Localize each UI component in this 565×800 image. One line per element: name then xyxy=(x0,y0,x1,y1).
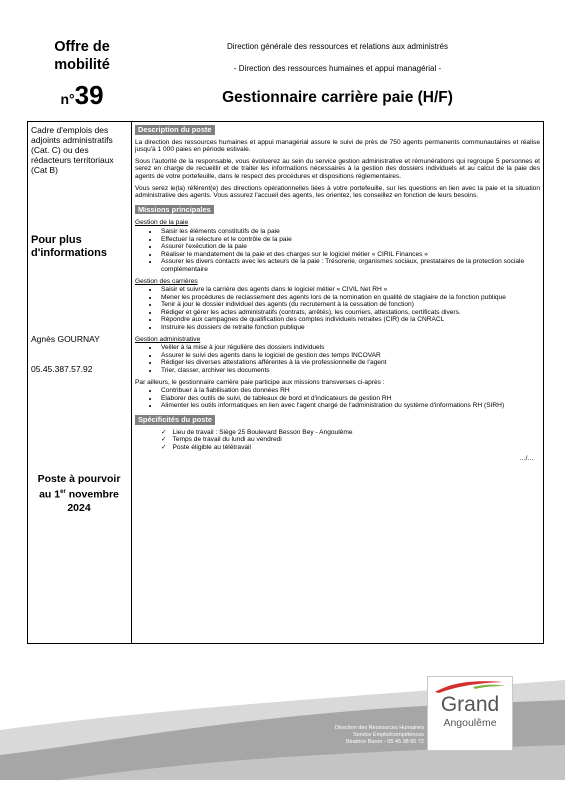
offer-number xyxy=(32,80,132,111)
list-item: • Saisir les éléments constitutifs de la paie xyxy=(159,228,540,236)
section-header-specificites: Spécificités du poste xyxy=(135,415,215,425)
list-item: ✓ Temps de travail du lundi au vendredi xyxy=(159,436,540,444)
list-item: • Alimenter les outils informatiques en lien avec l'agent chargé de l'administration du système d'informations RH (SIRH) xyxy=(159,402,540,410)
direction-generale: Direction générale des ressources et relations aux administrés xyxy=(227,42,448,51)
list-item: • Répondre aux campagnes de qualification des comptes individuels retraites (CIR) de la CNRACL xyxy=(159,316,540,324)
number-value: 39 xyxy=(74,80,104,110)
section-header-missions: Missions principales xyxy=(135,205,214,215)
list-item: • Saisir et suivre la carrière des agents dans le logiciel métier « CIVIL Net RH » xyxy=(159,286,540,294)
cadre-emplois: Cadre d'emplois des adjoints administratifs (Cat. C) ou des rédacteurs territoriaux (Cat B) xyxy=(31,125,114,175)
description-paragraph: Sous l'autorité de la responsable, vous évoluerez au sein du service gestion administrative et rémunérations qui regroupe 5 personnes et serez en charge de recueillir et de traiter les informations nécessaires à la gestion des dossiers individuels et au calcul de la paie des agents de votre portefeuille, dans le respect des procédures et dispositions réglementaires. xyxy=(135,157,540,180)
poste-start: Poste à pourvoir au 1 xyxy=(37,473,121,501)
list-item: • Rédiger les diverses attestations afférentes à la vie professionnelle de l'agent xyxy=(159,359,540,367)
transverse-intro: Par ailleurs, le gestionnaire carrière paie participe aux missions transverses ci-après : xyxy=(135,378,385,386)
list-item: • Assurer l'exécution de la paie xyxy=(159,243,540,251)
list-item: • Tenir à jour le dossier individuel des agents (du recrutement à la cessation de fonction) xyxy=(159,301,540,309)
footer-line1: Direction des Ressources Humaines xyxy=(335,725,424,731)
list-item: ✓ Poste éligible au télétravail xyxy=(159,444,540,452)
description-paragraph: La direction des ressources humaines et appui managérial assure le suivi de près de 750 agents permanents communautaires et réalise jusqu'à 1 000 paies en période estivale. xyxy=(135,138,540,154)
subheading-carrieres: Gestion des carrières xyxy=(135,277,198,285)
list-item: • Assurer le suivi des agents dans le logiciel de gestion des temps INCOVAR xyxy=(159,352,540,360)
poste-sup: er xyxy=(60,489,66,495)
contact-name: Agnès GOURNAY xyxy=(31,334,100,344)
subheading-administrative: Gestion administrative xyxy=(135,335,201,343)
section-header-description: Description du poste xyxy=(135,125,215,135)
list-item: • Contribuer à la fiabilisation des données RH xyxy=(159,387,540,395)
specificites-list xyxy=(135,429,540,452)
list-item: • Instruire les dossiers de retraite fonction publique xyxy=(159,324,540,332)
job-title: Gestionnaire carrière paie (H/F) xyxy=(222,89,453,106)
infos-label: Pour plus d'informations xyxy=(31,234,107,259)
direction-sub: - Direction des ressources humaines et appui managérial - xyxy=(233,64,442,73)
logo-grand: Grand xyxy=(440,693,500,716)
poste-end: novembre 2024 xyxy=(65,488,119,514)
description-paragraph: Vous serez le(la) référent(e) des directions opérationnelles liées à votre portefeuille, sur les questions en lien avec la paie et la situation administrative des agents. Vous assurez l'accueil des agents, les orientez, les conseillez en fonction de leurs besoins. xyxy=(135,184,540,200)
contact-phone: 05.45.387.57.92 xyxy=(31,364,93,374)
footer-line3: Béatrice Baron - 05 45 38 60 72 xyxy=(346,739,424,745)
offer-label: Offre de mobilité xyxy=(54,39,110,73)
number-prefix: n° xyxy=(60,91,75,107)
list-item: • Mener les procédures de reclassement des agents lors de la nomination en qualité de stagiaire de la fonction publique xyxy=(159,294,540,302)
logo-swoosh-icon xyxy=(433,678,507,694)
footer-contact xyxy=(255,725,424,746)
poste-date xyxy=(31,473,127,515)
subheading-paie: Gestion de la paie xyxy=(135,219,189,227)
footer-line2: Service Emploi/compétences xyxy=(353,732,424,738)
list-item: • Elaborer des outils de suivi, de tableaux de bord et d'indicateurs de gestion RH xyxy=(159,395,540,403)
column-divider xyxy=(131,121,132,644)
transverse-list xyxy=(135,387,540,410)
paie-list xyxy=(135,228,540,274)
job-details xyxy=(135,124,540,463)
admin-list xyxy=(135,344,540,374)
list-item: • Rédiger et gérer les actes administratifs (contrats, arrêtés), les courriers, attestations, certificats divers. xyxy=(159,309,540,317)
logo-angouleme: Angoulême xyxy=(443,717,497,729)
list-item: • Trier, classer, archiver les documents xyxy=(159,367,540,375)
list-item: • Veiller à la mise à jour régulière des dossiers individuels xyxy=(159,344,540,352)
list-item: • Réaliser le mandatement de la paie et des charges sur le logiciel métier « CIRIL Finances » xyxy=(159,251,540,259)
carrieres-list xyxy=(135,286,540,332)
list-item: ✓ Lieu de travail : Siège 25 Boulevard Besson Bey - Angoulême xyxy=(159,429,540,437)
list-item: • Effectuer la relecture et le contrôle de la paie xyxy=(159,236,540,244)
list-item: • Assurer les divers contacts avec les acteurs de la paie : Trésorerie, organismes sociaux, prestataires de la protection sociale complémentaire xyxy=(159,258,540,273)
continued-mark: …/… xyxy=(518,455,534,463)
